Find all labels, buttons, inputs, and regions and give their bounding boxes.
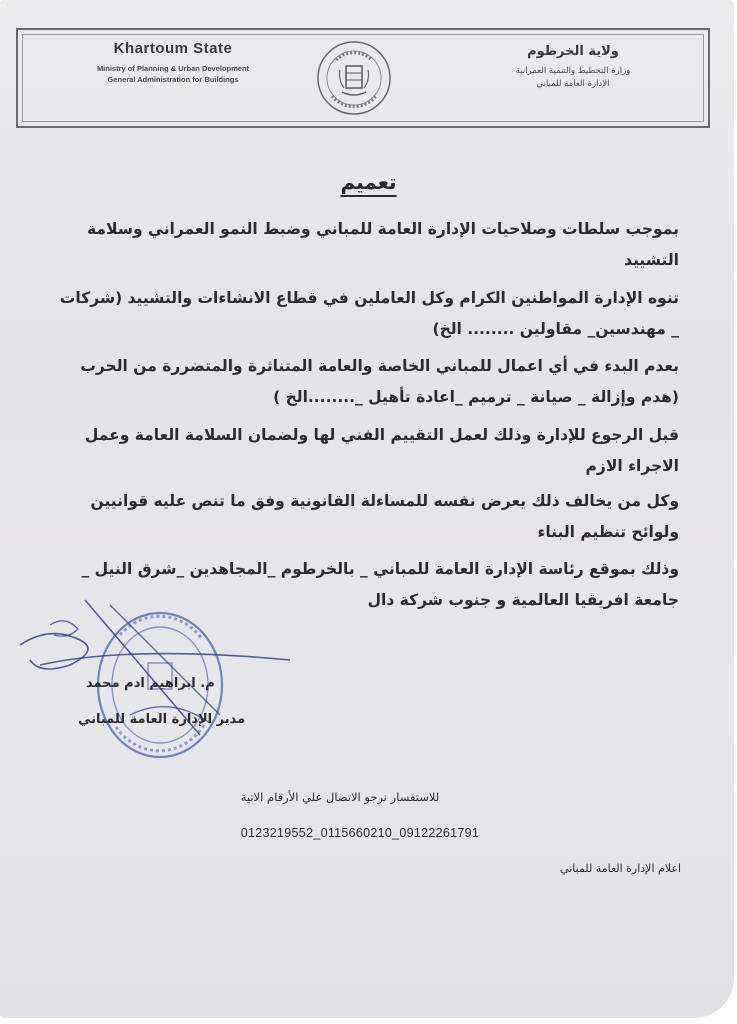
signatory-name: م. ابراهيم ادم محمد — [86, 676, 215, 691]
signatory-title: مدير الإدارة العامة للمباني — [78, 712, 246, 727]
letterhead-ar-title: ولاية الخرطوم — [527, 44, 619, 59]
notice-paragraph: وكل من يخالف ذلك يعرض نفسه للمساءلة القانونية وفق ما تنص عليه قوانيين ولوائح تنظيم البناء — [90, 492, 679, 541]
notice-paragraph: بموجب سلطات وصلاحيات الإدارة العامة للمباني وضبط النمو العمراني وسلامة التشييد — [87, 220, 679, 269]
notice-paragraph: بعدم البدء في أي اعمال للمباني الخاصة والعامة المتناثرة والمتضررة من الحرب (هدم وإزالة _ صيانة _ ترميم _اعادة تأهيل _........الخ ) — [80, 357, 679, 406]
letterhead-ar-ministry: وزارة التخطيط والتنمية العمرانية — [515, 66, 631, 76]
notice-paragraph: تنوه الإدارة المواطنين الكرام وكل العاملين في قطاع الانشاءات والتشييد (شركات _ مهندسين_ مقاولين ........ الخ) — [59, 289, 679, 338]
contact-instruction: للاستفسار نرجو الاتصال علي الأرقام الاتية — [240, 790, 440, 804]
letterhead-en-admin: General Administration for Buildings — [107, 75, 239, 84]
contact-phone-numbers: 0123219552_0115660210_09122261791 — [240, 826, 480, 840]
letterhead-en-title: Khartoum State — [113, 40, 233, 57]
notice-paragraph: قبل الرجوع للإدارة وذلك لعمل التقييم الفني لها ولضمان السلامة العامة وعمل الاجراء الازم — [84, 426, 679, 475]
notice-paragraph: وذلك بموقع رئاسة الإدارة العامة للمباني _ بالخرطوم _المجاهدين _شرق النيل _ جامعة افريقيا العالمية و جنوب شركة دال — [81, 560, 679, 609]
notice-title: تعميم — [340, 170, 397, 194]
letterhead-en-ministry: Ministry of Planning & Urban Development — [96, 64, 250, 73]
letterhead-ar-admin: الإدارة العامة للمباني — [536, 79, 610, 89]
footer-note: اعلام الإدارة العامة للمباني — [560, 862, 681, 875]
